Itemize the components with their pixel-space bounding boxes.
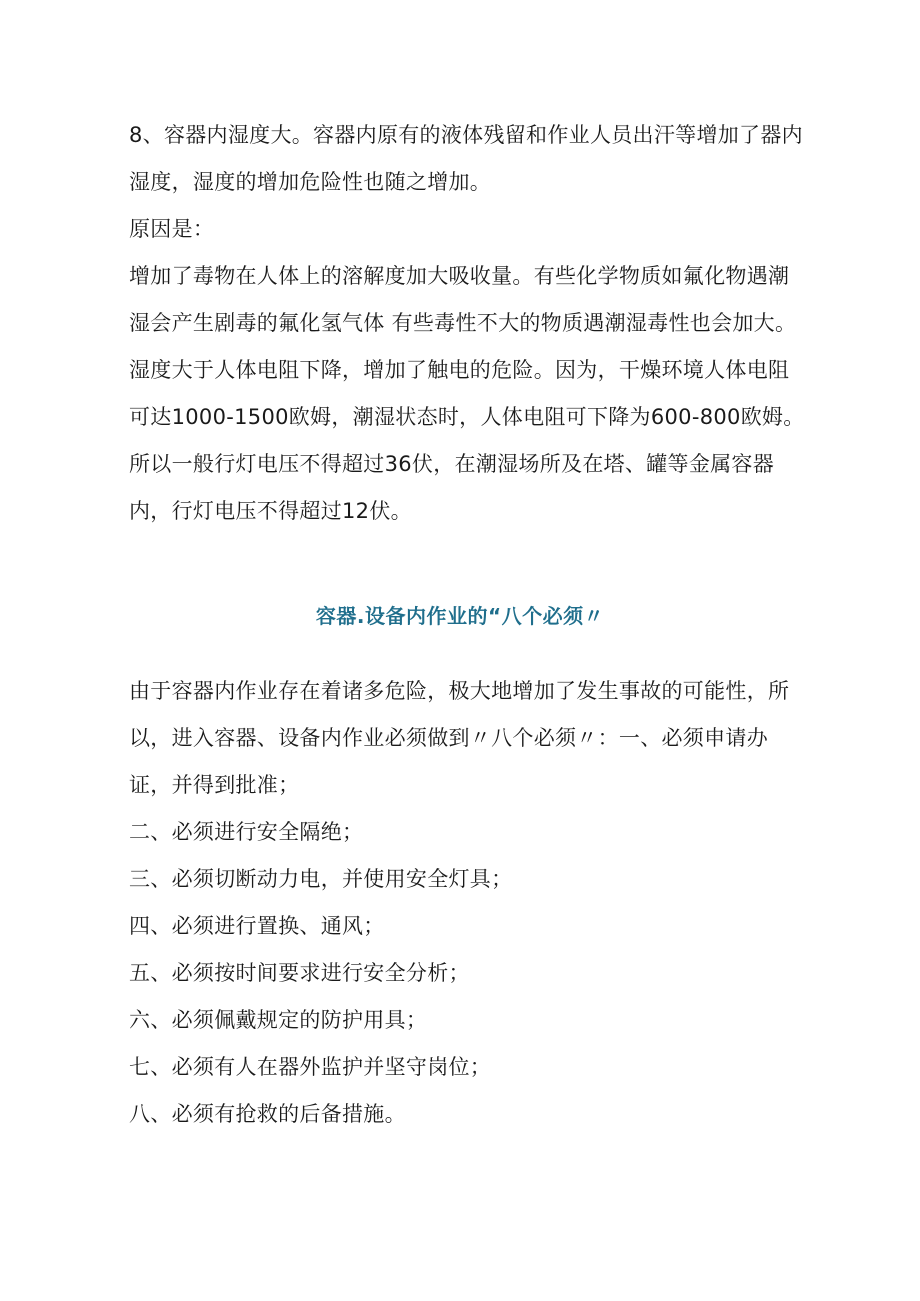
list-item: 六、必须佩戴规定的防护用具； [129,1008,428,1032]
humidity-paragraph: 8、容器内湿度大。容器内原有的液体残留和作业人员出汗等增加了器内湿度，湿度的增加危险性也随之增加。 [129,123,803,194]
eight-musts-section [129,668,809,1138]
list-item: 四、必须进行置换、通风； [129,914,385,938]
reason-label: 原因是： [129,217,215,241]
list-item: 五、必须按时间要求进行安全分析； [129,961,470,985]
section-heading: 容器.设备内作业的“八个必须〃 [315,604,605,628]
humidity-section [129,112,809,535]
list-item: 二、必须进行安全隔绝； [129,820,364,844]
intro-paragraph: 由于容器内作业存在着诸多危险，极大地增加了发生事故的可能性，所以，进入容器、设备内作业必须做到〃八个必须〃：一、必须申请办证，并得到批准； [129,679,790,797]
reason-paragraph: 增加了毒物在人体上的溶解度加大吸收量。有些化学物质如氟化物遇潮湿会产生剧毒的氟化氢气体 有些毒性不大的物质遇潮湿毒性也会加大。湿度大于人体电阻下降，增加了触电的危险。因为，干燥环境人体电阻可达1000-1500欧姆，潮湿状态时，人体电阻可下降为600-800欧姆。所以一般行灯电压不得超过36伏，在潮湿场所及在塔、罐等金属容器内，行灯电压不得超过12伏。 [129,264,805,523]
list-item: 八、必须有抢救的后备措施。 [129,1102,406,1126]
list-item: 三、必须切断动力电，并使用安全灯具； [129,867,513,891]
list-item: 七、必须有人在器外监护并坚守岗位； [129,1055,492,1079]
